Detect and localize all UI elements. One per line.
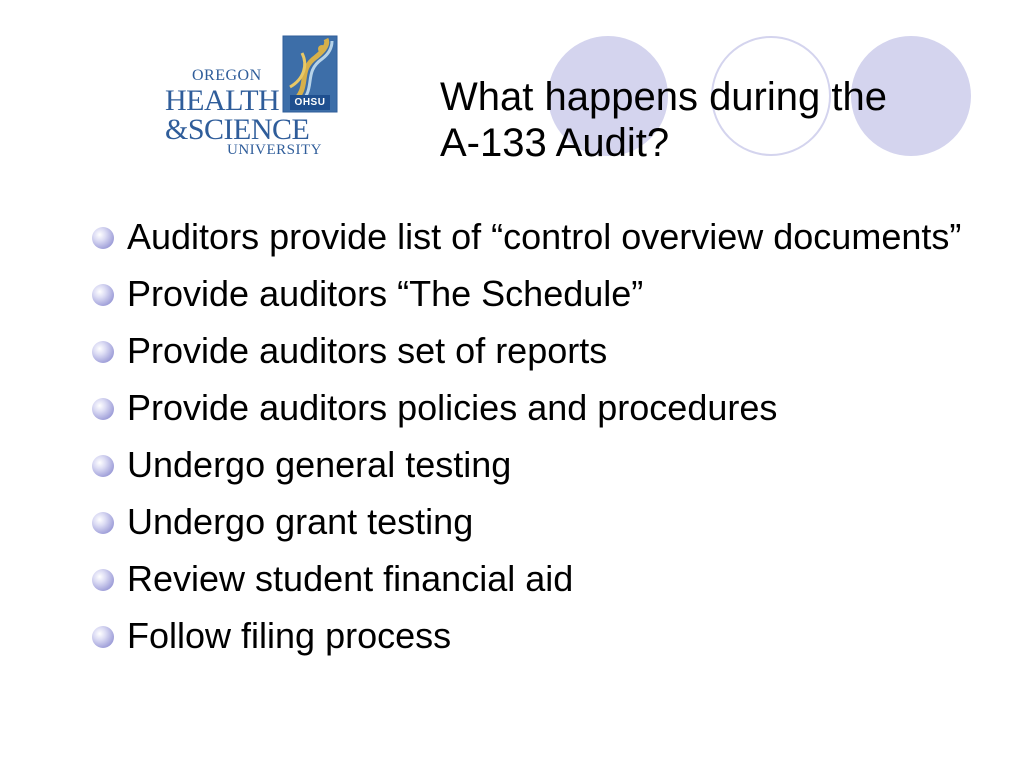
bullet-text: Auditors provide list of “control overview documents” xyxy=(127,216,962,257)
bullet-item xyxy=(90,557,990,601)
bullet-item xyxy=(90,386,990,430)
bullet-icon xyxy=(92,341,114,363)
bullet-item xyxy=(90,329,990,373)
bullet-text: Provide auditors policies and procedures xyxy=(127,387,778,428)
logo-text-science: &SCIENCE xyxy=(165,113,310,146)
slide-title-line-2: A-133 Audit? xyxy=(440,121,670,165)
bullet-icon xyxy=(92,569,114,591)
ohsu-badge: OHSU xyxy=(290,95,330,110)
bullet-item xyxy=(90,272,990,316)
bullet-icon xyxy=(92,455,114,477)
bullet-item xyxy=(90,215,990,259)
logo-text-oregon: OREGON xyxy=(192,67,262,84)
ohsu-logo xyxy=(160,35,345,160)
bullet-icon xyxy=(92,512,114,534)
bullet-text: Review student financial aid xyxy=(127,558,574,599)
bullet-list xyxy=(90,215,990,671)
bullet-text: Provide auditors set of reports xyxy=(127,330,608,371)
bullet-text: Follow filing process xyxy=(127,615,452,656)
bullet-icon xyxy=(92,626,114,648)
logo-text-university: UNIVERSITY xyxy=(227,142,322,158)
bullet-item xyxy=(90,443,990,487)
logo-text-health: HEALTH xyxy=(165,84,280,117)
slide-title-line-1: What happens during the xyxy=(440,75,887,119)
bullet-icon xyxy=(92,227,114,249)
bullet-icon xyxy=(92,284,114,306)
bullet-icon xyxy=(92,398,114,420)
bullet-text: Provide auditors “The Schedule” xyxy=(127,273,644,314)
bullet-text: Undergo general testing xyxy=(127,444,512,485)
bullet-text: Undergo grant testing xyxy=(127,501,474,542)
bullet-item xyxy=(90,614,990,658)
slide-title xyxy=(440,74,1000,166)
bullet-item xyxy=(90,500,990,544)
